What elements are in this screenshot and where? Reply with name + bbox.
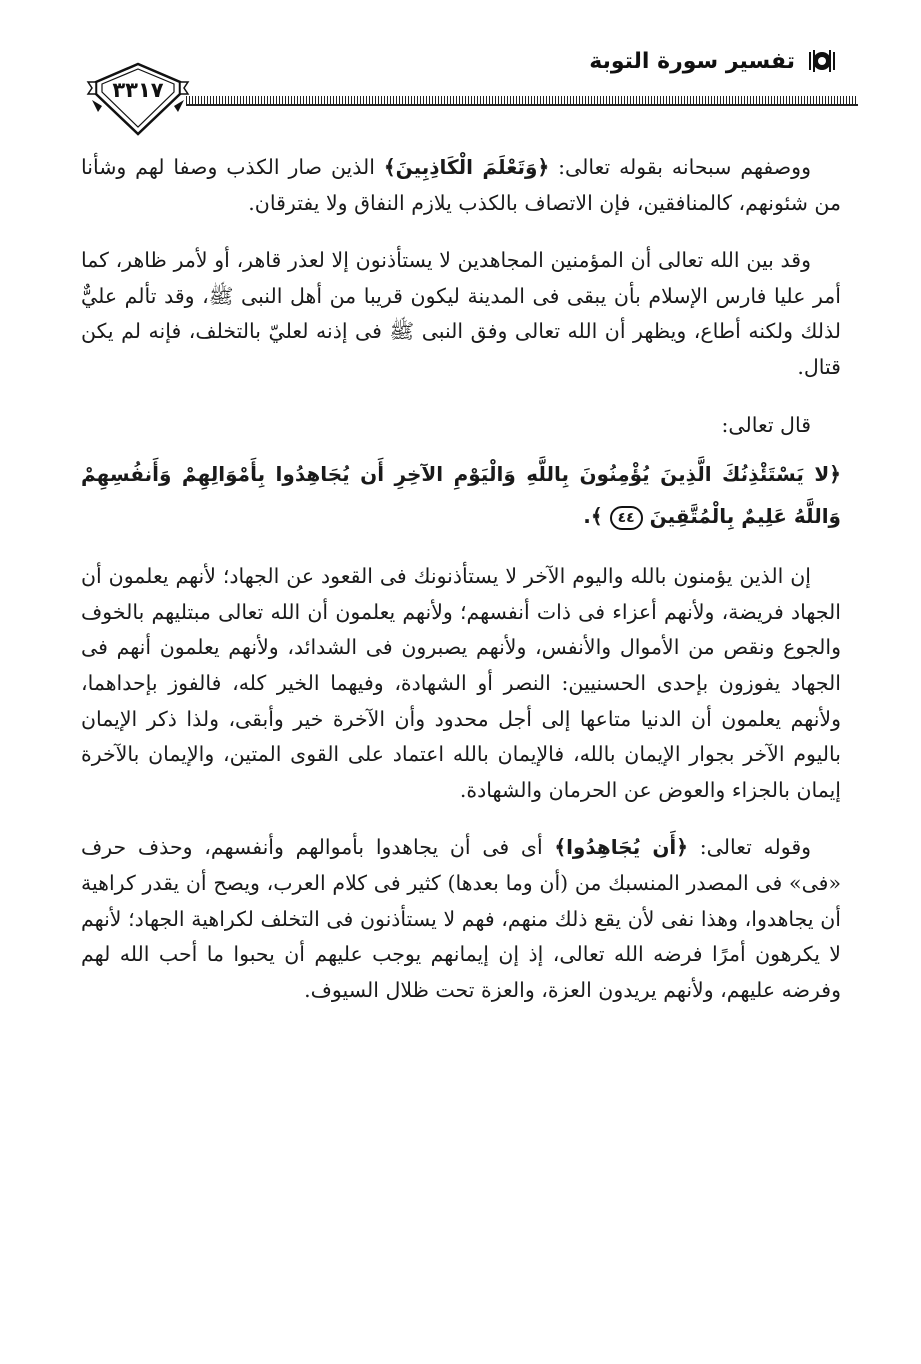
paragraph-1-rest: الذين صار الكذب وصفا لهم وشأنا من شئونهم، كالمنافقين، فإن الاتصاف بالكذب يلازم النفاق ولا يفترقان. — [81, 155, 841, 215]
ornament-icon — [807, 48, 837, 74]
paragraph-4: إن الذين يؤمنون بالله واليوم الآخر لا يستأذنونك فى القعود عن الجهاد؛ لأنهم يعلمون أن الجهاد فريضة، ولأنهم أعزاء فى ذات أنفسهم؛ ولأنهم يعلمون أن الله تعالى مبتليهم بالخوف والجوع ونقص من الأموال والأنفس، ولأنهم يصبرون فى الشدائد، ولأنهم يعلمون أنهم فى الجهاد يفوزون بإحدى الحسنيين: النصر أو الشهادة، وفيهما الخير كله، فالفوز بإحداهما، ولأنهم يعلمون أن الدنيا متاعها إلى أجل محدود وأن الآخرة خير وأبقى، ولذا ذكر الإيمان باليوم الآخر بجوار الإيمان بالله، فالإيمان بالله اعتماد على القوى المتين، والإيمان بالآخرة إيمان بالجزاء والعوض عن الحرمان والشهادة. — [81, 564, 841, 802]
verse-text: ﴿لا يَسْتَئْذِنُكَ الَّذِينَ يُؤْمِنُونَ بِاللَّهِ وَالْيَوْمِ الآخِرِ أَن يُجَاهِدُوا بِأَمْوَالِهِمْ وَأَنفُسِهِمْ وَاللَّهُ عَلِيمٌ بِالْمُتَّقِينَ — [81, 462, 841, 529]
running-title: تفسير سورة التوبة — [589, 48, 795, 74]
header-rule-base — [186, 104, 858, 106]
paragraph-5 — [81, 830, 841, 1008]
paragraph-5-lead: وقوله تعالى: — [688, 835, 812, 860]
quran-quote: ﴿وَتَعْلَمَ الْكَاذِبِينَ﴾ — [383, 155, 550, 179]
paragraph-2: وقد بين الله تعالى أن المؤمنين المجاهدين لا يستأذنون إلا لعذر قاهر، أو لأمر ظاهر، كما أمر عليا فارس الإسلام بأن يبقى فى المدينة ليكون قريبا من أهل النبى ﷺ، وقد تألم عليٌّ لذلك ولكنه أطاع، ويظهر أن الله تعالى وفق النبى ﷺ فى إذنه لعليّ بالتخلف، فإنه لم يكن قتال. — [81, 248, 841, 379]
ayah-number: ٤٤ — [610, 506, 643, 530]
running-title-row — [589, 48, 837, 74]
page-number: ٣٣١٧ — [112, 78, 164, 102]
paragraph-5-rest: أى فى أن يجاهدوا بأموالهم وأنفسهم، وحذف حرف «فى» فى المصدر المنسبك من (أن وما بعدها) كثير فى كلام العرب، ويصح أن يقدر كراهية أن يجاهدوا، وهذا نفى لأن يقع ذلك منهم، فهم لا يستأذنون فى التخلف لكراهية الجهاد؛ لأنهم لا يكرهون أمرًا فرضه الله تعالى، إذ إن إيمانهم يوجب عليهم أن يحبوا ما أحب الله لهم وفرضه عليهم، ولأنهم يريدون العزة، والعزة تحت ظلال السيوف. — [81, 835, 841, 1002]
verse-close: ﴾. — [583, 504, 603, 529]
quran-quote: ﴿أَن يُجَاهِدُوا﴾ — [554, 835, 689, 860]
paragraph-1 — [81, 150, 841, 221]
paragraph-3: قال تعالى: — [721, 412, 811, 437]
verse-block — [81, 453, 841, 537]
page-body — [81, 150, 841, 1030]
paragraph-1-lead: ووصفهم سبحانه بقوله تعالى: — [549, 155, 811, 179]
page-header — [0, 0, 921, 140]
